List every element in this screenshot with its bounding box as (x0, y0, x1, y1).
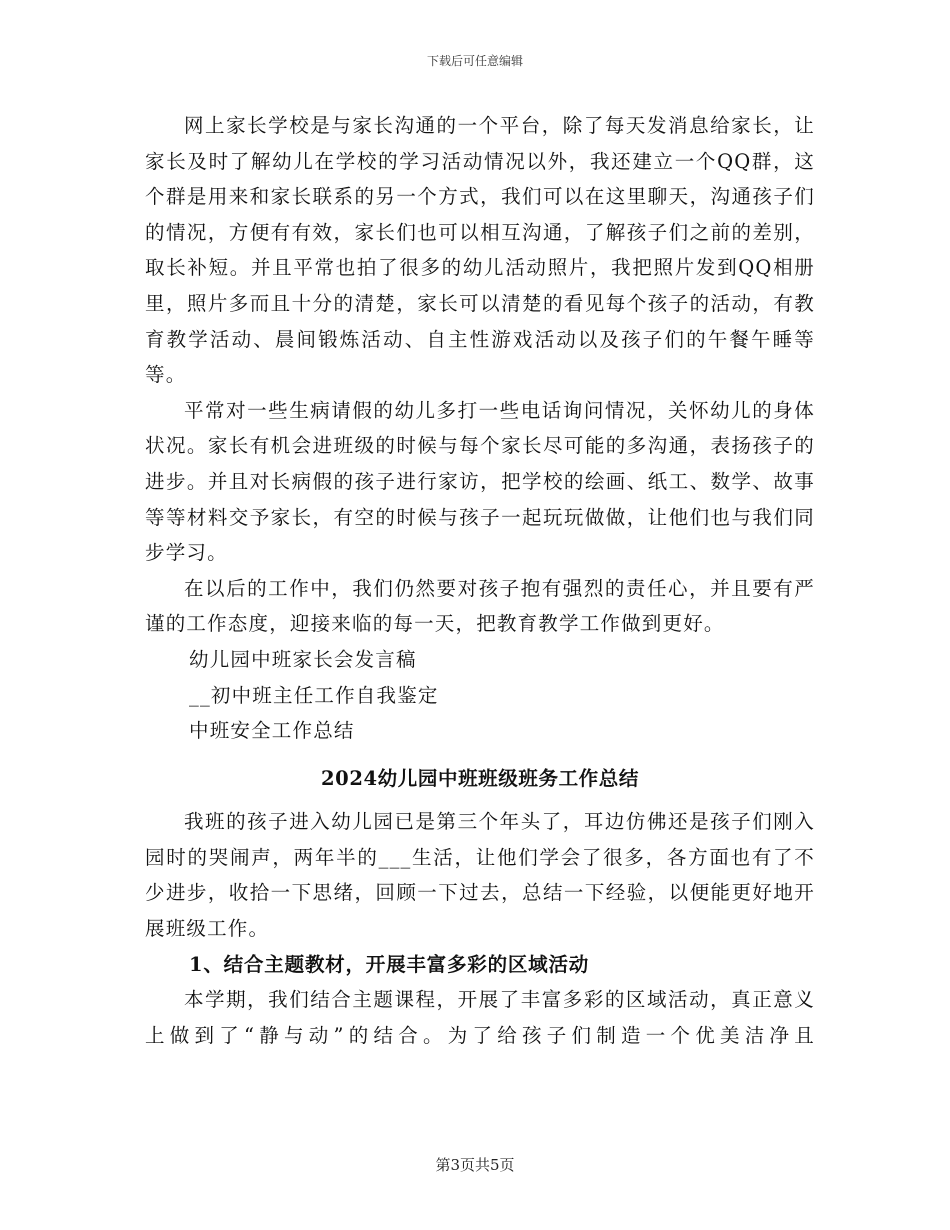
paragraph-section-1: 本学期，我们结合主题课程，开展了丰富多彩的区域活动，真正意义上做到了“静与动”的结合。为了给孩子们制造一个优美洁净且 (145, 988, 815, 1047)
section-heading: 1、结合主题教材，开展丰富多彩的区域活动 (189, 952, 590, 976)
document-title: 2024幼儿园中班班级班务工作总结 (321, 766, 639, 790)
related-article-link[interactable]: __初中班主任工作自我鉴定 (189, 683, 439, 707)
related-article-link[interactable]: 幼儿园中班家长会发言稿 (189, 647, 417, 671)
paragraph-parent-school: 网上家长学校是与家长沟通的一个平台，除了每天发消息给家长，让家长及时了解幼儿在学校的学习活动情况以外，我还建立一个QQ群，这个群是用来和家长联系的另一个方式，我们可以在这里聊天，沟通孩子们的情况，方便有有效，家长们也可以相互沟通，了解孩子们之前的差别，取长补短。并且平常也拍了很多的幼儿活动照片，我把照片发到QQ相册里，照片多而且十分的清楚，家长可以清楚的看见每个孩子的活动，有教育教学活动、晨间锻炼活动、自主性游戏活动以及孩子们的午餐午睡等等。 (145, 114, 815, 387)
header-note: 下载后可任意编辑 (426, 54, 523, 68)
paragraph-intro: 我班的孩子进入幼儿园已是第三个年头了，耳边仿佛还是孩子们刚入园时的哭闹声，两年半的___生活，让他们学会了很多，各方面也有了不少进步，收拾一下思绪，回顾一下过去，总结一下经验，以便能更好地开展班级工作。 (145, 810, 815, 941)
document-body (145, 108, 815, 1053)
page-number: 第3页共5页 (435, 1156, 515, 1174)
related-article-link[interactable]: 中班安全工作总结 (189, 719, 355, 743)
paragraph-sick-leave: 平常对一些生病请假的幼儿多打一些电话询问情况，关怀幼儿的身体状况。家长有机会进班级的时候与每个家长尽可能的多沟通，表扬孩子的进步。并且对长病假的孩子进行家访，把学校的绘画、纸工、数学、故事等等材料交予家长，有空的时候与孩子一起玩玩做做，让他们也与我们同步学习。 (145, 398, 815, 565)
paragraph-future-work: 在以后的工作中，我们仍然要对孩子抱有强烈的责任心，并且要有严谨的工作态度，迎接来临的每一天，把教育教学工作做到更好。 (145, 576, 815, 636)
